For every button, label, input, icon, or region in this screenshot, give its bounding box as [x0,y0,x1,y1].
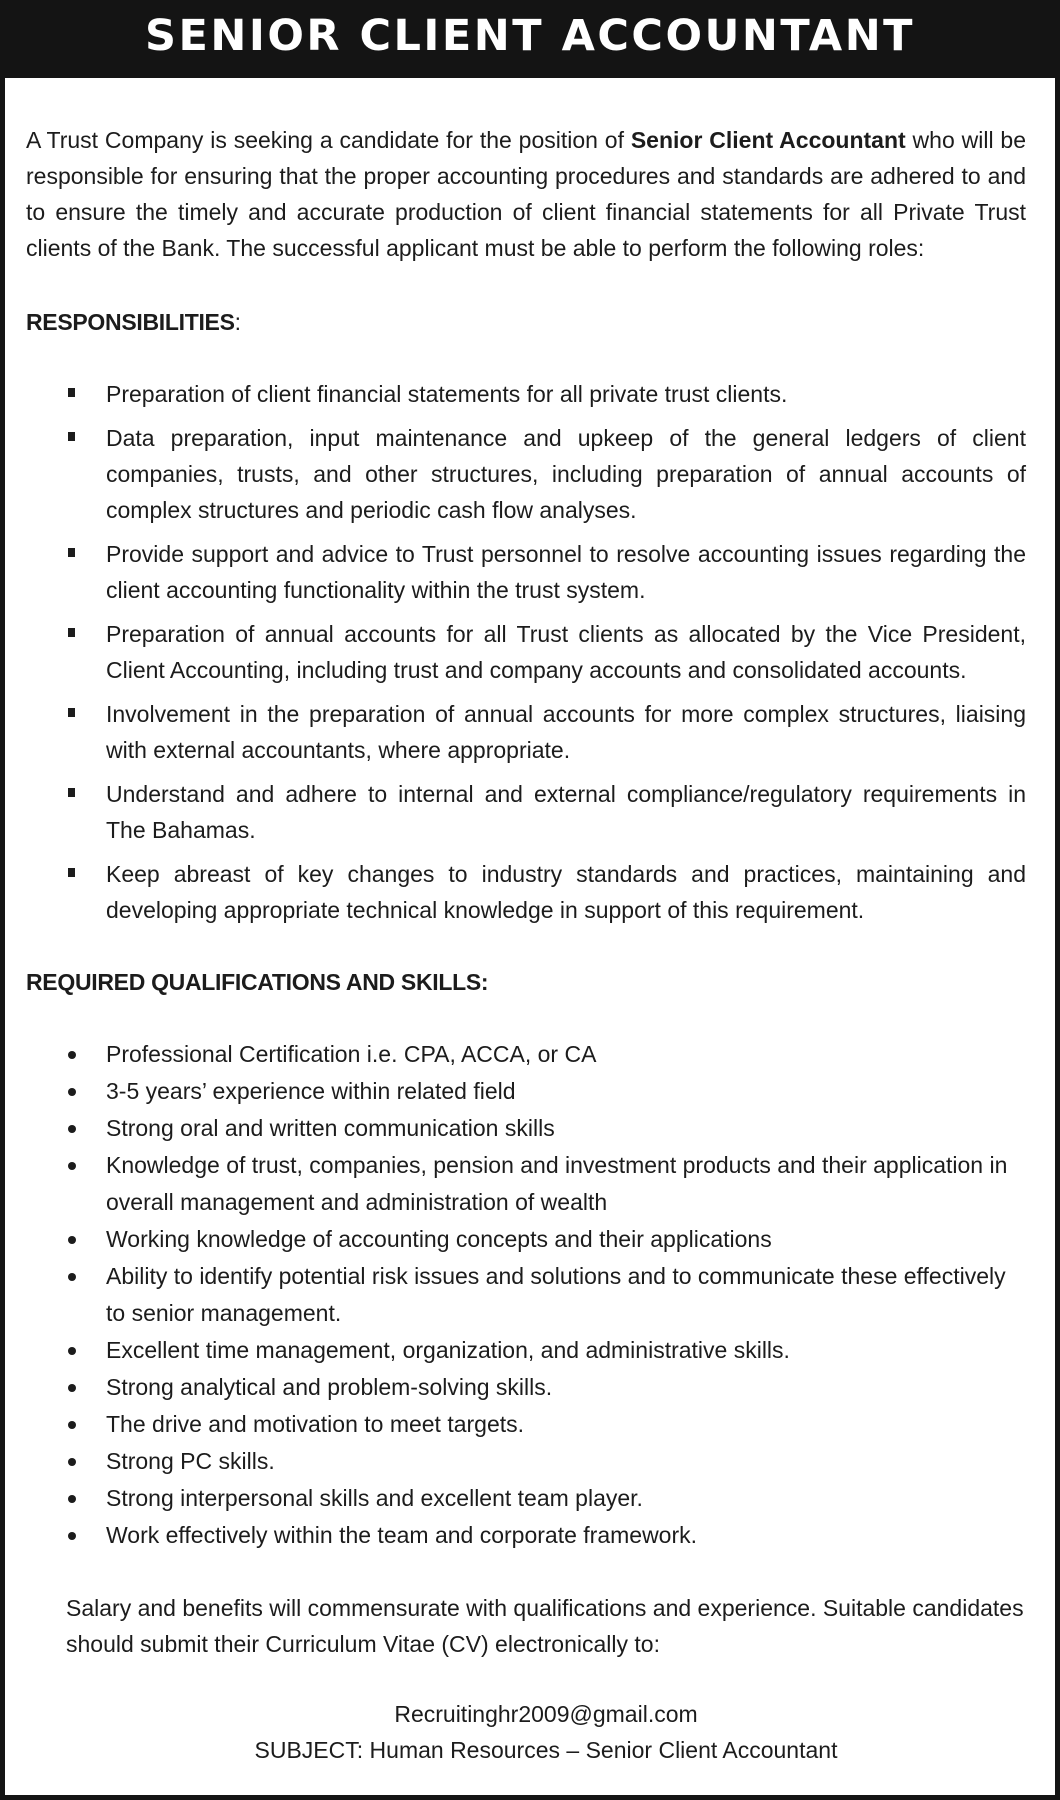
list-item-text: Strong analytical and problem-solving skills. [106,1374,553,1400]
round-bullet-icon [68,1421,76,1429]
list-item-text: Involvement in the preparation of annual accounts for more complex structures, liaising with external accountants, where appropriate. [106,701,1026,763]
list-item [26,1480,1026,1517]
intro-text-after: who will be responsible for ensuring that the proper accounting procedures and standards are adhered to and to ensure the timely and accurate production of client financial statements for all Private Trust clients of the Bank. The successful applicant must be able to perform the following roles: [26,127,1026,261]
list-item [26,536,1026,608]
list-item [26,1147,1026,1221]
round-bullet-icon [68,1495,76,1503]
list-item-text: Strong oral and written communication skills [106,1115,555,1141]
list-item-text: Strong interpersonal skills and excellent team player. [106,1485,643,1511]
square-bullet-icon [68,788,75,797]
list-item [26,776,1026,848]
list-item-text: Working knowledge of accounting concepts and their applications [106,1226,772,1252]
responsibilities-heading-text: RESPONSIBILITIES [26,309,235,335]
round-bullet-icon [68,1088,76,1096]
list-item-text: Data preparation, input maintenance and upkeep of the general ledgers of client companies, trusts, and other structures, including preparation of annual accounts of complex structures and periodic cash flow analyses. [106,425,1026,523]
list-item [26,616,1026,688]
list-item [26,1073,1026,1110]
square-bullet-icon [68,628,75,637]
list-item-text: 3-5 years’ experience within related field [106,1078,516,1104]
square-bullet-icon [68,432,75,441]
intro-paragraph [26,122,1026,266]
intro-position-title: Senior Client Accountant [630,127,906,153]
list-item-text: Keep abreast of key changes to industry standards and practices, maintaining and developing appropriate technical knowledge in support of this requirement. [106,861,1026,923]
list-item [26,1036,1026,1073]
square-bullet-icon [68,708,75,717]
list-item-text: Strong PC skills. [106,1448,275,1474]
header-banner [0,0,1060,78]
list-item [26,1332,1026,1369]
list-item [26,1258,1026,1332]
round-bullet-icon [68,1273,76,1281]
list-item-text: Excellent time management, organization, and administrative skills. [106,1337,790,1363]
qualifications-heading: REQUIRED QUALIFICATIONS AND SKILLS: [26,969,489,995]
list-item [26,1221,1026,1258]
round-bullet-icon [68,1051,76,1059]
square-bullet-icon [68,868,75,877]
contact-email: Recruitinghr2009@gmail.com [394,1701,698,1727]
responsibilities-list [26,376,1026,928]
list-item [26,376,1026,412]
list-item-text: Provide support and advice to Trust personnel to resolve accounting issues regarding the client accounting functionality within the trust system. [106,541,1026,603]
list-item-text: Preparation of annual accounts for all Trust clients as allocated by the Vice President, Client Accounting, including trust and company accounts and consolidated accounts. [106,621,1026,683]
list-item-text: Ability to identify potential risk issues and solutions and to communicate these effectively to senior management. [106,1263,1006,1326]
round-bullet-icon [68,1162,76,1170]
square-bullet-icon [68,548,75,557]
list-item-text: Understand and adhere to internal and external compliance/regulatory requirements in The Bahamas. [106,781,1026,843]
list-item [26,1406,1026,1443]
list-item-text: The drive and motivation to meet targets. [106,1411,525,1437]
responsibilities-heading [26,304,1026,340]
page-title: SENIOR CLIENT ACCOUNTANT [144,11,916,61]
round-bullet-icon [68,1384,76,1392]
list-item-text: Preparation of client financial statements for all private trust clients. [106,381,788,407]
contact-block [26,1696,1026,1768]
responsibilities-heading-colon: : [234,309,241,335]
round-bullet-icon [68,1125,76,1133]
list-item [26,1110,1026,1147]
list-item [26,420,1026,528]
posting-body [26,122,1026,1768]
contact-subject: SUBJECT: Human Resources – Senior Client Accountant [254,1737,838,1763]
intro-text-before: A Trust Company is seeking a candidate for the position of [26,127,631,153]
closing-paragraph: Salary and benefits will commensurate with qualifications and experience. Suitable candidates should submit their Curriculum Vitae (CV) electronically to: [66,1595,1024,1657]
list-item [26,1517,1026,1554]
round-bullet-icon [68,1458,76,1466]
round-bullet-icon [68,1236,76,1244]
list-item [26,1369,1026,1406]
list-item-text: Work effectively within the team and corporate framework. [106,1522,698,1548]
square-bullet-icon [68,388,75,397]
round-bullet-icon [68,1347,76,1355]
list-item-text: Professional Certification i.e. CPA, ACCA, or CA [106,1041,597,1067]
list-item [26,1443,1026,1480]
list-item-text: Knowledge of trust, companies, pension and investment products and their application in overall management and administration of wealth [106,1152,1008,1215]
list-item [26,696,1026,768]
list-item [26,856,1026,928]
qualifications-list [26,1036,1026,1554]
round-bullet-icon [68,1532,76,1540]
